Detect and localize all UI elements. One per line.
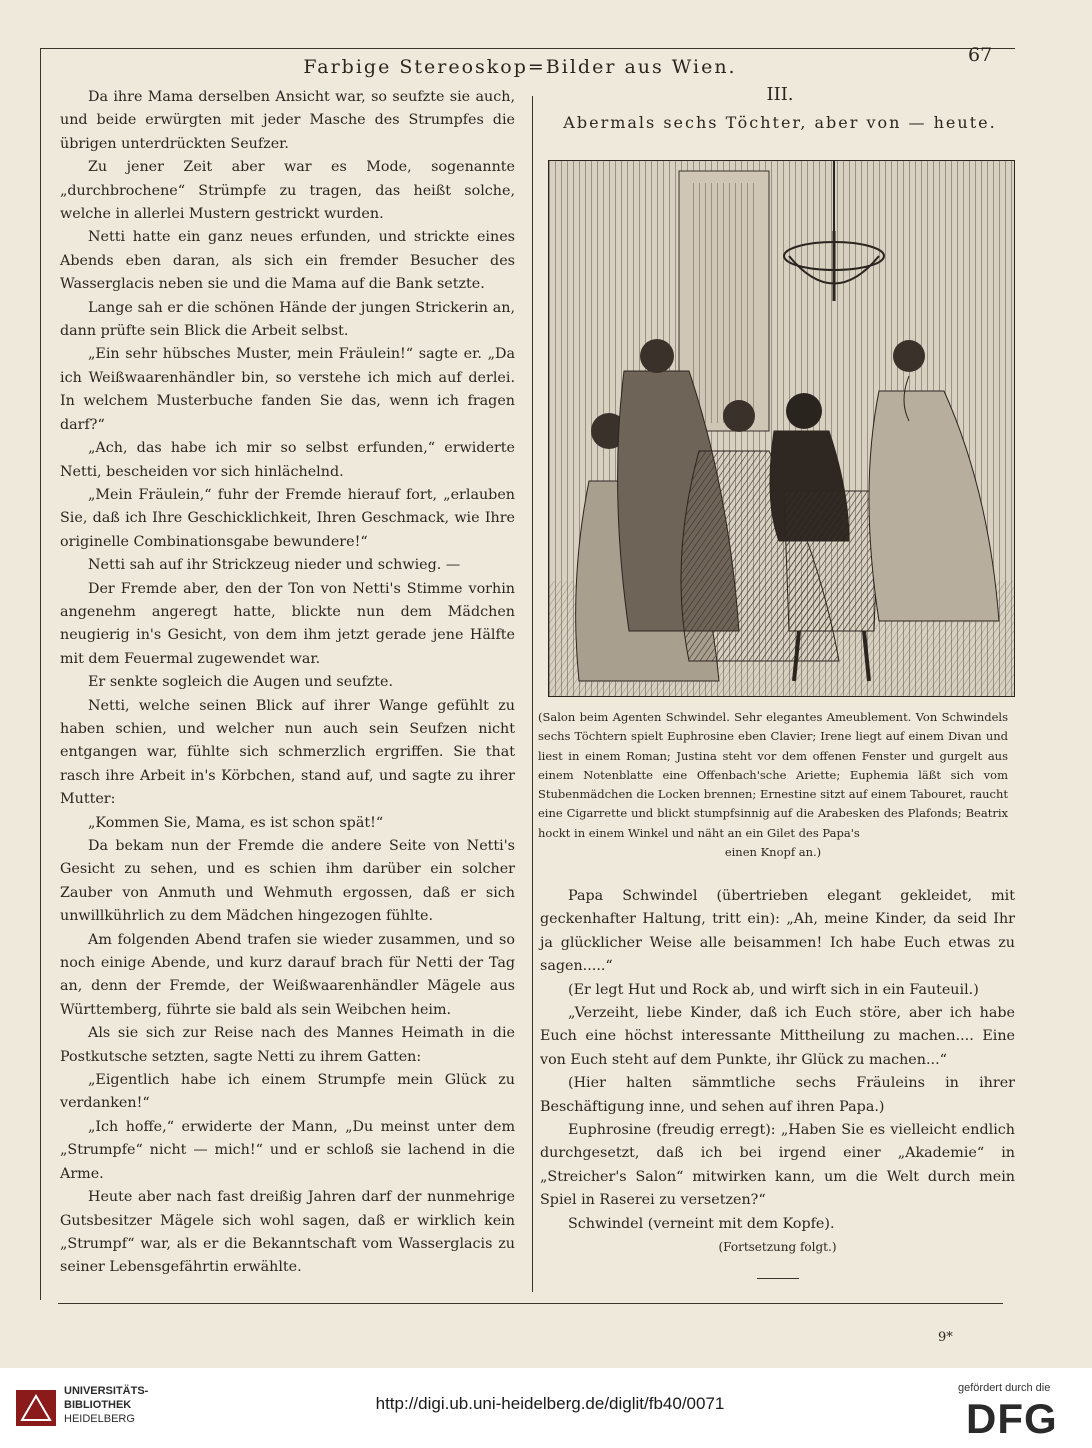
bottom-rule bbox=[58, 1303, 1003, 1304]
left-rule bbox=[40, 48, 41, 1300]
library-name bbox=[64, 1384, 204, 1426]
paragraph: Netti sah auf ihr Strickzeug nieder und schwieg. — bbox=[88, 557, 461, 574]
paragraph: Da ihre Mama derselben Ansicht war, so seufzte sie auch, und beide erwürgten mit jeder Masche des Strumpfes die übrigen unterdrückten Seufzer. bbox=[60, 89, 515, 152]
library-logo-icon bbox=[14, 1386, 58, 1430]
paragraph: „Ich hoffe,“ erwiderte der Mann, „Du meinst unter dem „Strumpfe“ nicht — mich!“ und er schloß sie lachend in die Arme. bbox=[60, 1118, 515, 1182]
caption-last-line: einen Knopf an.) bbox=[724, 845, 822, 860]
end-rule bbox=[757, 1278, 799, 1279]
paragraph: „Kommen Sie, Mama, es ist schon spät!“ bbox=[88, 814, 384, 831]
column-divider bbox=[532, 96, 533, 1292]
paragraph: Schwindel (verneint mit dem Kopfe). bbox=[568, 1215, 835, 1232]
funded-by-label: gefördert durch die bbox=[958, 1382, 1051, 1394]
section-number: III. bbox=[766, 84, 794, 105]
engraving-drawing bbox=[549, 161, 1014, 696]
signature-mark: 9* bbox=[938, 1330, 953, 1345]
paragraph: „Ein sehr hübsches Muster, mein Fräulein!“ sagte er. „Da ich Weißwaarenhändler bin, so verstehe ich mich auf derlei. In welchem Musterbuche fanden Sie das, wenn ich fragen darf?“ bbox=[60, 346, 515, 433]
library-name-line: UNIVERSITÄTS- bbox=[64, 1385, 149, 1397]
paragraph: „Eigentlich habe ich einem Strumpfe mein Glück zu verdanken!“ bbox=[60, 1072, 515, 1112]
paragraph: Am folgenden Abend trafen sie wieder zusammen, und so noch einige Abende, und kurz darauf brach für Netti der Tag an, denn der Fremde, der Weißwaarenhändler Mägele aus Württemberg, führte sie bald als sein Weibchen heim. bbox=[60, 931, 515, 1018]
paragraph: „Ach, das habe ich mir so selbst erfunden,“ erwiderte Netti, bescheiden vor sich hinlächelnd. bbox=[60, 440, 515, 480]
funder-logo: DFG bbox=[966, 1395, 1058, 1442]
section-title: Abermals sechs Töchter, aber von — heute. bbox=[563, 113, 997, 132]
library-name-line: HEIDELBERG bbox=[64, 1413, 135, 1425]
paragraph: Da bekam nun der Fremde die andere Seite von Netti's Gesicht zu sehen, und es schien ihm darüber ein solcher Zauber von Anmuth und Wehmuth ergossen, daß er sich unwillkührlich zu dem Mädchen hingezogen fühlte. bbox=[60, 838, 515, 925]
paragraph: Zu jener Zeit aber war es Mode, sogenannte „durchbrochene“ Strümpfe zu tragen, das heißt solche, welche in allerlei Mustern gestrickt wurden. bbox=[60, 159, 515, 223]
salon-engraving bbox=[548, 160, 1015, 697]
viewer-footer bbox=[0, 1368, 1092, 1448]
paragraph: Papa Schwindel (übertrieben elegant gekleidet, mit geckenhafter Haltung, tritt ein): „Ah, meine Kinder, da seid Ihr ja glücklicher Weise alle beisammen! Ich habe Euch etwas zu sagen.....“ bbox=[540, 888, 1015, 975]
paragraph: Netti, welche seinen Blick auf ihrer Wange gefühlt zu haben schien, und welcher nun auch sein Seufzen nicht entgangen war, fühlte sich schmerzlich ergriffen. Sie that rasch ihre Arbeit in's Körbchen, stand auf, und sagte zu ihrer Mutter: bbox=[60, 697, 515, 808]
top-rule bbox=[40, 48, 1015, 49]
left-column-text bbox=[60, 86, 515, 1280]
illustration-caption bbox=[538, 708, 1008, 862]
paragraph: Lange sah er die schönen Hände der jungen Strickerin an, dann prüfte sein Blick die Arbeit selbst. bbox=[60, 299, 515, 340]
paragraph: Er senkte sogleich die Augen und seufzte. bbox=[88, 674, 394, 691]
page-number: 67 bbox=[968, 44, 993, 66]
continued-note: (Fortsetzung folgt.) bbox=[718, 1240, 837, 1255]
paragraph: Euphrosine (freudig erregt): „Haben Sie es vielleicht endlich durchgesetzt, daß ich bei irgend einer „Akademie“ in „Streicher's Salon“ mitwirken kann, um die Welt durch mein Spiel in Raserei zu versetzen?“ bbox=[540, 1122, 1015, 1209]
paragraph: Heute aber nach fast dreißig Jahren darf der nunmehrige Gutsbesitzer Mägele sich wohl sagen, daß er wirklich kein „Strumpf“ war, als er die Bekanntschaft vom Wasserglacis zu seiner Lebensgefährtin erwählte. bbox=[60, 1189, 515, 1276]
paragraph: „Mein Fräulein,“ fuhr der Fremde hierauf fort, „erlauben Sie, daß ich Ihre Geschicklichkeit, Ihren Geschmack, wie Ihre originelle Combinationsgabe bewundere!“ bbox=[60, 486, 515, 550]
running-title: Farbige Stereoskop=Bilder aus Wien. bbox=[303, 56, 737, 78]
paragraph: „Verzeiht, liebe Kinder, daß ich Euch störe, aber ich habe Euch eine höchst interessante Mittheilung zu machen.... Eine von Euch steht auf dem Punkte, ihr Glück zu machen...“ bbox=[540, 1005, 1015, 1068]
paragraph: Netti hatte ein ganz neues erfunden, und strickte eines Abends eben daran, als sich ein fremder Besucher des Wasserglacis neben sie und die Mama auf die Bank setzte. bbox=[60, 229, 515, 293]
caption-text: (Salon beim Agenten Schwindel. Sehr elegantes Ameublement. Von Schwindels sechs Töchtern spielt Euphrosine eben Clavier; Irene liegt auf einem Divan und liest in einem Roman; Justina steht vor dem offenen Fenster und gurgelt aus einem Notenblatte eine Offenbach'sche Ariette; Euphemia läßt sich vom Stubenmädchen die Locken brennen; Ernestine sitzt auf einem Tabouret, raucht eine Cigarrette und blickt stumpfsinnig auf die Arabesken des Plafonds; Beatrix hockt in einem Winkel und näht an ein Gilet des Papa's bbox=[538, 710, 1008, 840]
right-column-text bbox=[540, 885, 1015, 1279]
paragraph: Der Fremde aber, den der Ton von Netti's Stimme vorhin angenehm angeregt hatte, blickte nun dem Mädchen neugierig in's Gesicht, von dem ihm jetzt gerade jene Hälfte mit dem Feuermal zugewendet war. bbox=[60, 580, 515, 667]
paragraph: Als sie sich zur Reise nach des Mannes Heimath in die Postkutsche setzten, sagte Netti zu ihrem Gatten: bbox=[60, 1025, 515, 1065]
paragraph: (Er legt Hut und Rock ab, und wirft sich in ein Fauteuil.) bbox=[568, 981, 979, 998]
paragraph: (Hier halten sämmtliche sechs Fräuleins in ihrer Beschäftigung inne, und sehen auf ihren Papa.) bbox=[540, 1075, 1015, 1115]
library-name-line: BIBLIOTHEK bbox=[64, 1399, 132, 1411]
permalink-url[interactable]: http://digi.ub.uni-heidelberg.de/diglit/fb40/0071 bbox=[375, 1394, 725, 1413]
